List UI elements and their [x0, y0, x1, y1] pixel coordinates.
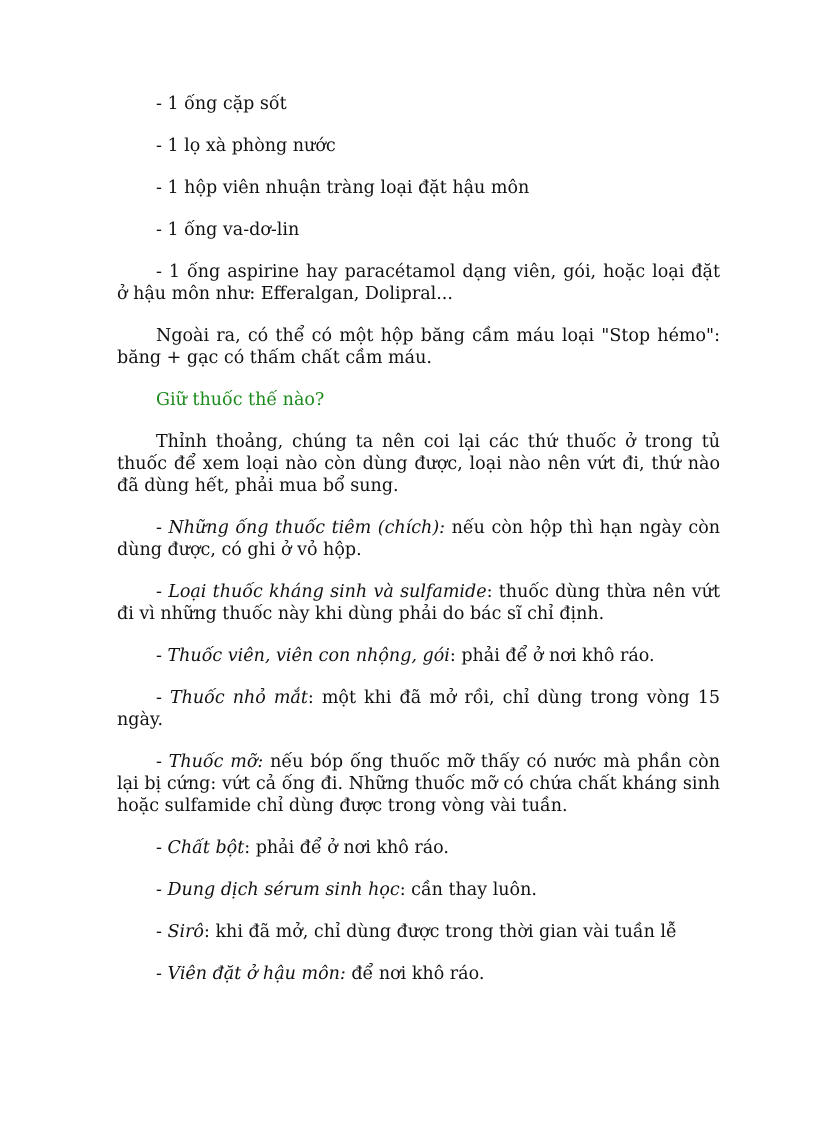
- storage-item-suppositories: [117, 963, 720, 985]
- item-term: Chất bột: [167, 838, 245, 858]
- intro-extra-paragraph: Ngoài ra, có thể có một hộp băng cầm máu loại "Stop hémo": băng + gạc có thấm chất cầm máu.: [117, 326, 720, 368]
- item-term: Dung dịch sérum sinh học: [167, 880, 400, 900]
- list-item: - 1 ống va-dơ-lin: [156, 220, 300, 240]
- item-prefix: -: [156, 646, 168, 666]
- storage-item-ointment: [117, 751, 720, 817]
- item-text: : khi đã mở, chỉ dùng được trong thời gian vài tuần lễ: [203, 922, 677, 942]
- item-prefix: -: [156, 880, 168, 900]
- item-term: Những ống thuốc tiêm (chích):: [168, 518, 446, 538]
- storage-item-serum: [117, 879, 720, 901]
- storage-item-tablets: [117, 645, 720, 667]
- list-item: - 1 hộp viên nhuận tràng loại đặt hậu môn: [156, 178, 530, 198]
- item-term: Thuốc mỡ:: [168, 752, 264, 772]
- item-text: : phải để ở nơi khô ráo.: [244, 838, 449, 858]
- list-item: - 1 ống cặp sốt: [156, 94, 287, 114]
- section-heading: Giữ thuốc thế nào?: [156, 390, 325, 410]
- item-text: : thuốc dùng thừa nên vứt đi vì những thuốc này khi dùng phải do bác sĩ chỉ định.: [117, 582, 720, 624]
- list-item: - 1 ống aspirine hay paracétamol dạng viên, gói, hoặc loại đặt ở hậu môn như: Efferalgan, Dolipral...: [117, 262, 720, 304]
- document-page: [117, 93, 720, 1005]
- item-prefix: -: [156, 688, 170, 708]
- item-text: : phải để ở nơi khô ráo.: [449, 646, 655, 666]
- item-term: Sirô: [167, 922, 204, 942]
- storage-item-injections: [117, 517, 720, 561]
- item-term: Thuốc nhỏ mắt: [169, 688, 308, 708]
- item-prefix: -: [156, 752, 169, 772]
- item-prefix: -: [156, 964, 168, 984]
- storage-item-syrup: [117, 921, 720, 943]
- item-text: : một khi đã mở rồi, chỉ dùng trong vòng 15 ngày.: [117, 688, 720, 730]
- item-term: Viên đặt ở hậu môn:: [167, 964, 346, 984]
- item-prefix: -: [156, 922, 168, 942]
- item-term: Thuốc viên, viên con nhộng, gói: [167, 646, 450, 666]
- item-prefix: -: [156, 518, 169, 538]
- item-text: để nơi khô ráo.: [345, 964, 485, 984]
- item-term: Loại thuốc kháng sinh và sulfamide: [168, 582, 487, 602]
- section-intro-paragraph: Thỉnh thoảng, chúng ta nên coi lại các thứ thuốc ở trong tủ thuốc để xem loại nào còn dùng được, loại nào nên vứt đi, thứ nào đã dùng hết, phải mua bổ sung.: [117, 432, 720, 496]
- item-text: : cần thay luôn.: [399, 880, 537, 900]
- storage-item-eye-drops: [117, 687, 720, 731]
- item-text: nếu bóp ống thuốc mỡ thấy có nước mà phần còn lại bị cứng: vứt cả ống đi. Những thuốc mỡ có chứa chất kháng sinh hoặc sulfamide chỉ dùng được trong vòng vài tuần.: [117, 752, 720, 816]
- list-item: - 1 lọ xà phòng nước: [156, 136, 336, 156]
- item-text: nếu còn hộp thì hạn ngày còn dùng được, có ghi ở vỏ hộp.: [117, 518, 721, 560]
- item-prefix: -: [156, 582, 169, 602]
- item-prefix: -: [156, 838, 168, 858]
- storage-item-antibiotics: [117, 581, 720, 625]
- storage-item-powder: [117, 837, 720, 859]
